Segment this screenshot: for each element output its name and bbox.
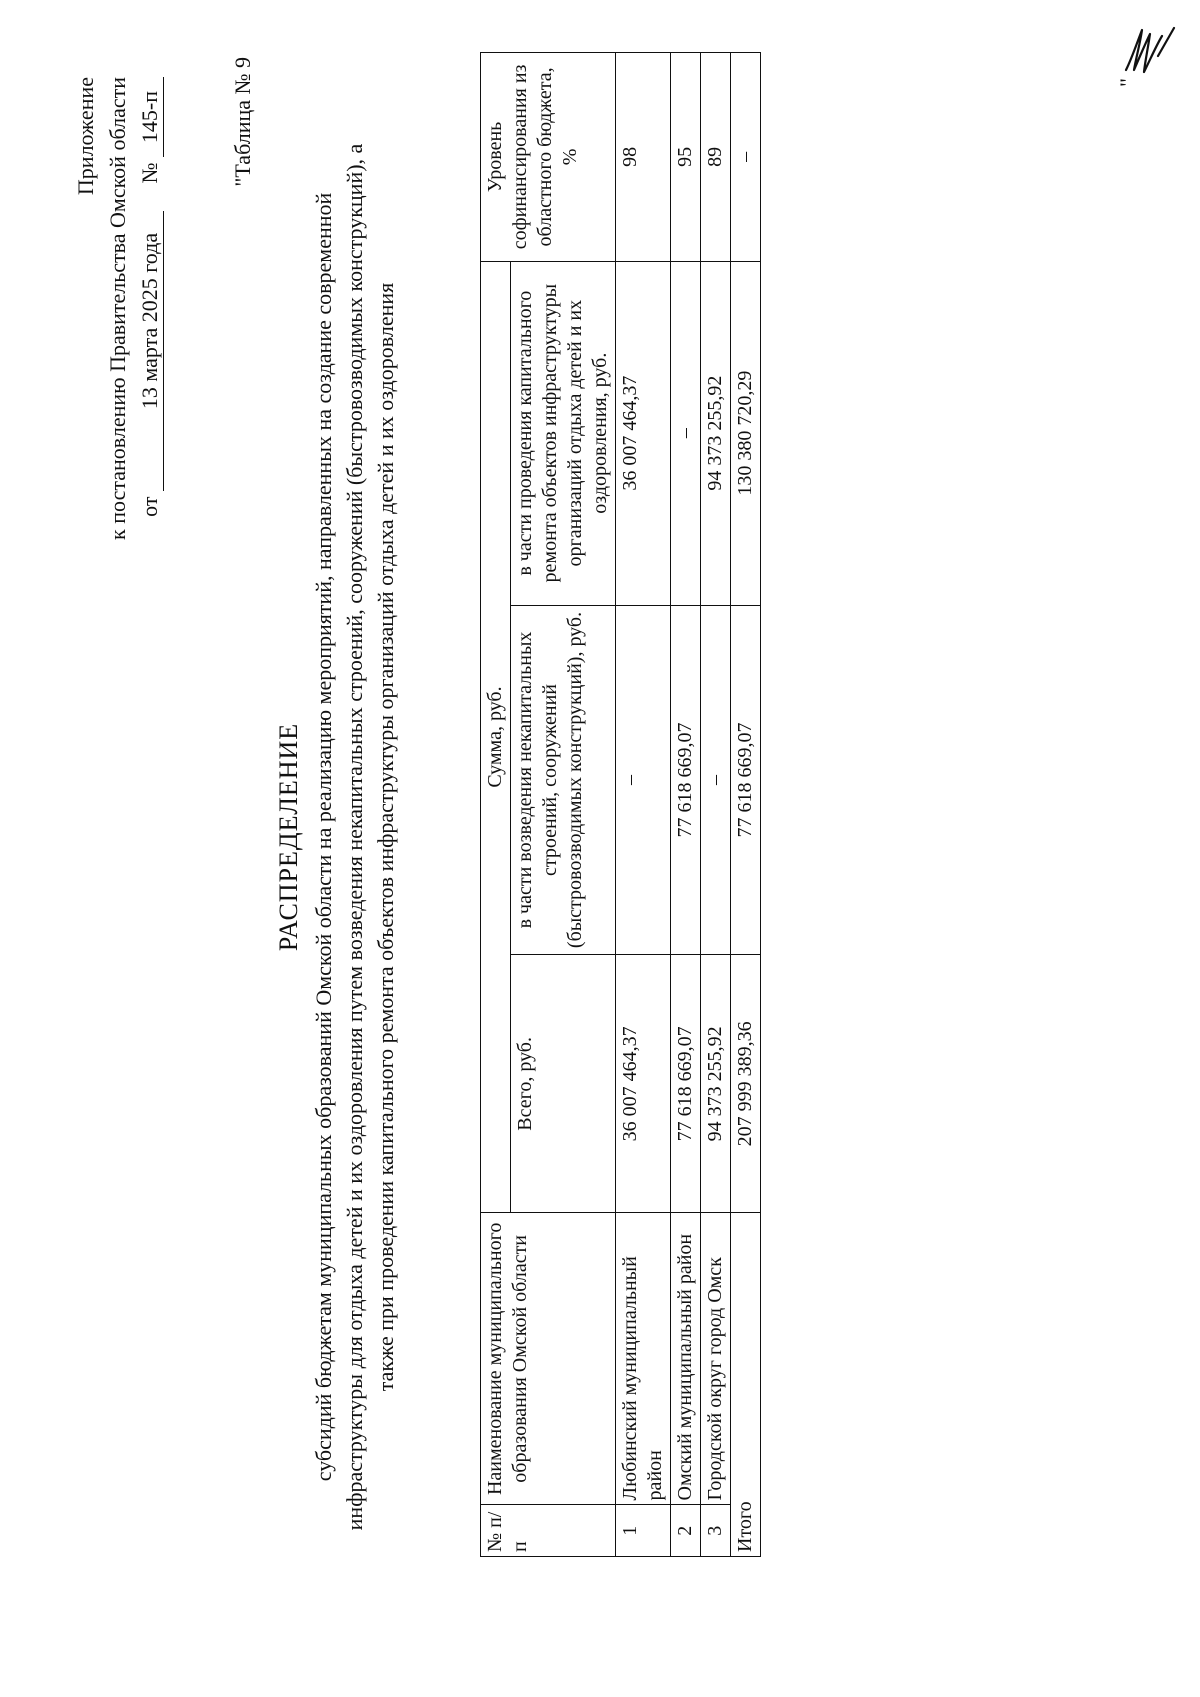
distribution-table xyxy=(480,52,761,1557)
table-row xyxy=(671,53,701,1557)
row-noncapital: 77 618 669,07 xyxy=(671,605,701,955)
header-noncapital: в части возведения некапитальных строений, сооружений (быстровозводимых конструкций), руб. xyxy=(511,605,616,955)
appendix-label: Приложение xyxy=(73,77,98,196)
row-level: 89 xyxy=(701,53,731,262)
row-repair: 36 007 464,37 xyxy=(616,261,671,605)
row-name: Омский муниципальный район xyxy=(671,1213,701,1505)
document-title: РАСПРЕДЕЛЕНИЕ xyxy=(274,722,303,952)
header-sum-group: Сумма, руб. xyxy=(481,261,511,1212)
total-noncapital: 77 618 669,07 xyxy=(731,605,761,955)
document-title-block xyxy=(272,107,401,1567)
date-blank xyxy=(137,431,164,491)
row-name: Любинский муниципальный район xyxy=(616,1213,671,1505)
row-repair: – xyxy=(671,261,701,605)
decree-reference: к постановлению Правительства Омской области xyxy=(105,77,130,540)
row-repair: 94 373 255,92 xyxy=(701,261,731,605)
header-name: Наименование муниципального образования Омской области xyxy=(481,1213,616,1505)
table-label: "Таблица № 9 xyxy=(230,57,255,187)
header-repair: в части проведения капитального ремонта объектов инфраструктуры организаций отдыха детей и их оздоровления, руб. xyxy=(511,261,616,605)
header-num: № п/п xyxy=(481,1505,616,1557)
header-level: Уровень софинансирования из областного бюджета, % xyxy=(481,53,616,262)
from-label: от xyxy=(137,496,162,517)
row-num: 1 xyxy=(616,1505,671,1557)
decree-date: 13 марта 2025 года xyxy=(137,211,164,431)
total-sum: 207 999 389,36 xyxy=(731,955,761,1213)
total-label: Итого xyxy=(731,1213,761,1557)
closing-quote: " xyxy=(1115,78,1140,87)
row-total: 77 618 669,07 xyxy=(671,955,701,1213)
total-repair: 130 380 720,29 xyxy=(731,261,761,605)
row-level: 98 xyxy=(616,53,671,262)
row-num: 2 xyxy=(671,1505,701,1557)
total-level: – xyxy=(731,53,761,262)
row-total: 94 373 255,92 xyxy=(701,955,731,1213)
row-level: 95 xyxy=(671,53,701,262)
row-noncapital: – xyxy=(701,605,731,955)
row-name: Городской округ город Омск xyxy=(701,1213,731,1505)
row-total: 36 007 464,37 xyxy=(616,955,671,1213)
row-num: 3 xyxy=(701,1505,731,1557)
table-row xyxy=(701,53,731,1557)
decree-date-line xyxy=(134,77,166,657)
document-subtitle: субсидий бюджетам муниципальных образований Омской области на реализацию мероприятий, направленных на создание современной инфраструктуры для отдыха детей и их оздоровления путем возведения некапитальных строений, сооружений (быстровозводимых конструкций), а также при проведении капитального ремонта объектов инфраструктуры организаций отдыха детей и их оздоровления xyxy=(311,143,398,1531)
table-header-row xyxy=(481,53,511,1557)
signature-icon xyxy=(1118,20,1182,78)
row-noncapital: – xyxy=(616,605,671,955)
table-row xyxy=(616,53,671,1557)
number-label: № xyxy=(137,162,162,184)
decree-number: 145-п xyxy=(137,77,164,157)
header-total: Всего, руб. xyxy=(511,955,616,1213)
appendix-header xyxy=(70,77,166,657)
table-total-row xyxy=(731,53,761,1557)
